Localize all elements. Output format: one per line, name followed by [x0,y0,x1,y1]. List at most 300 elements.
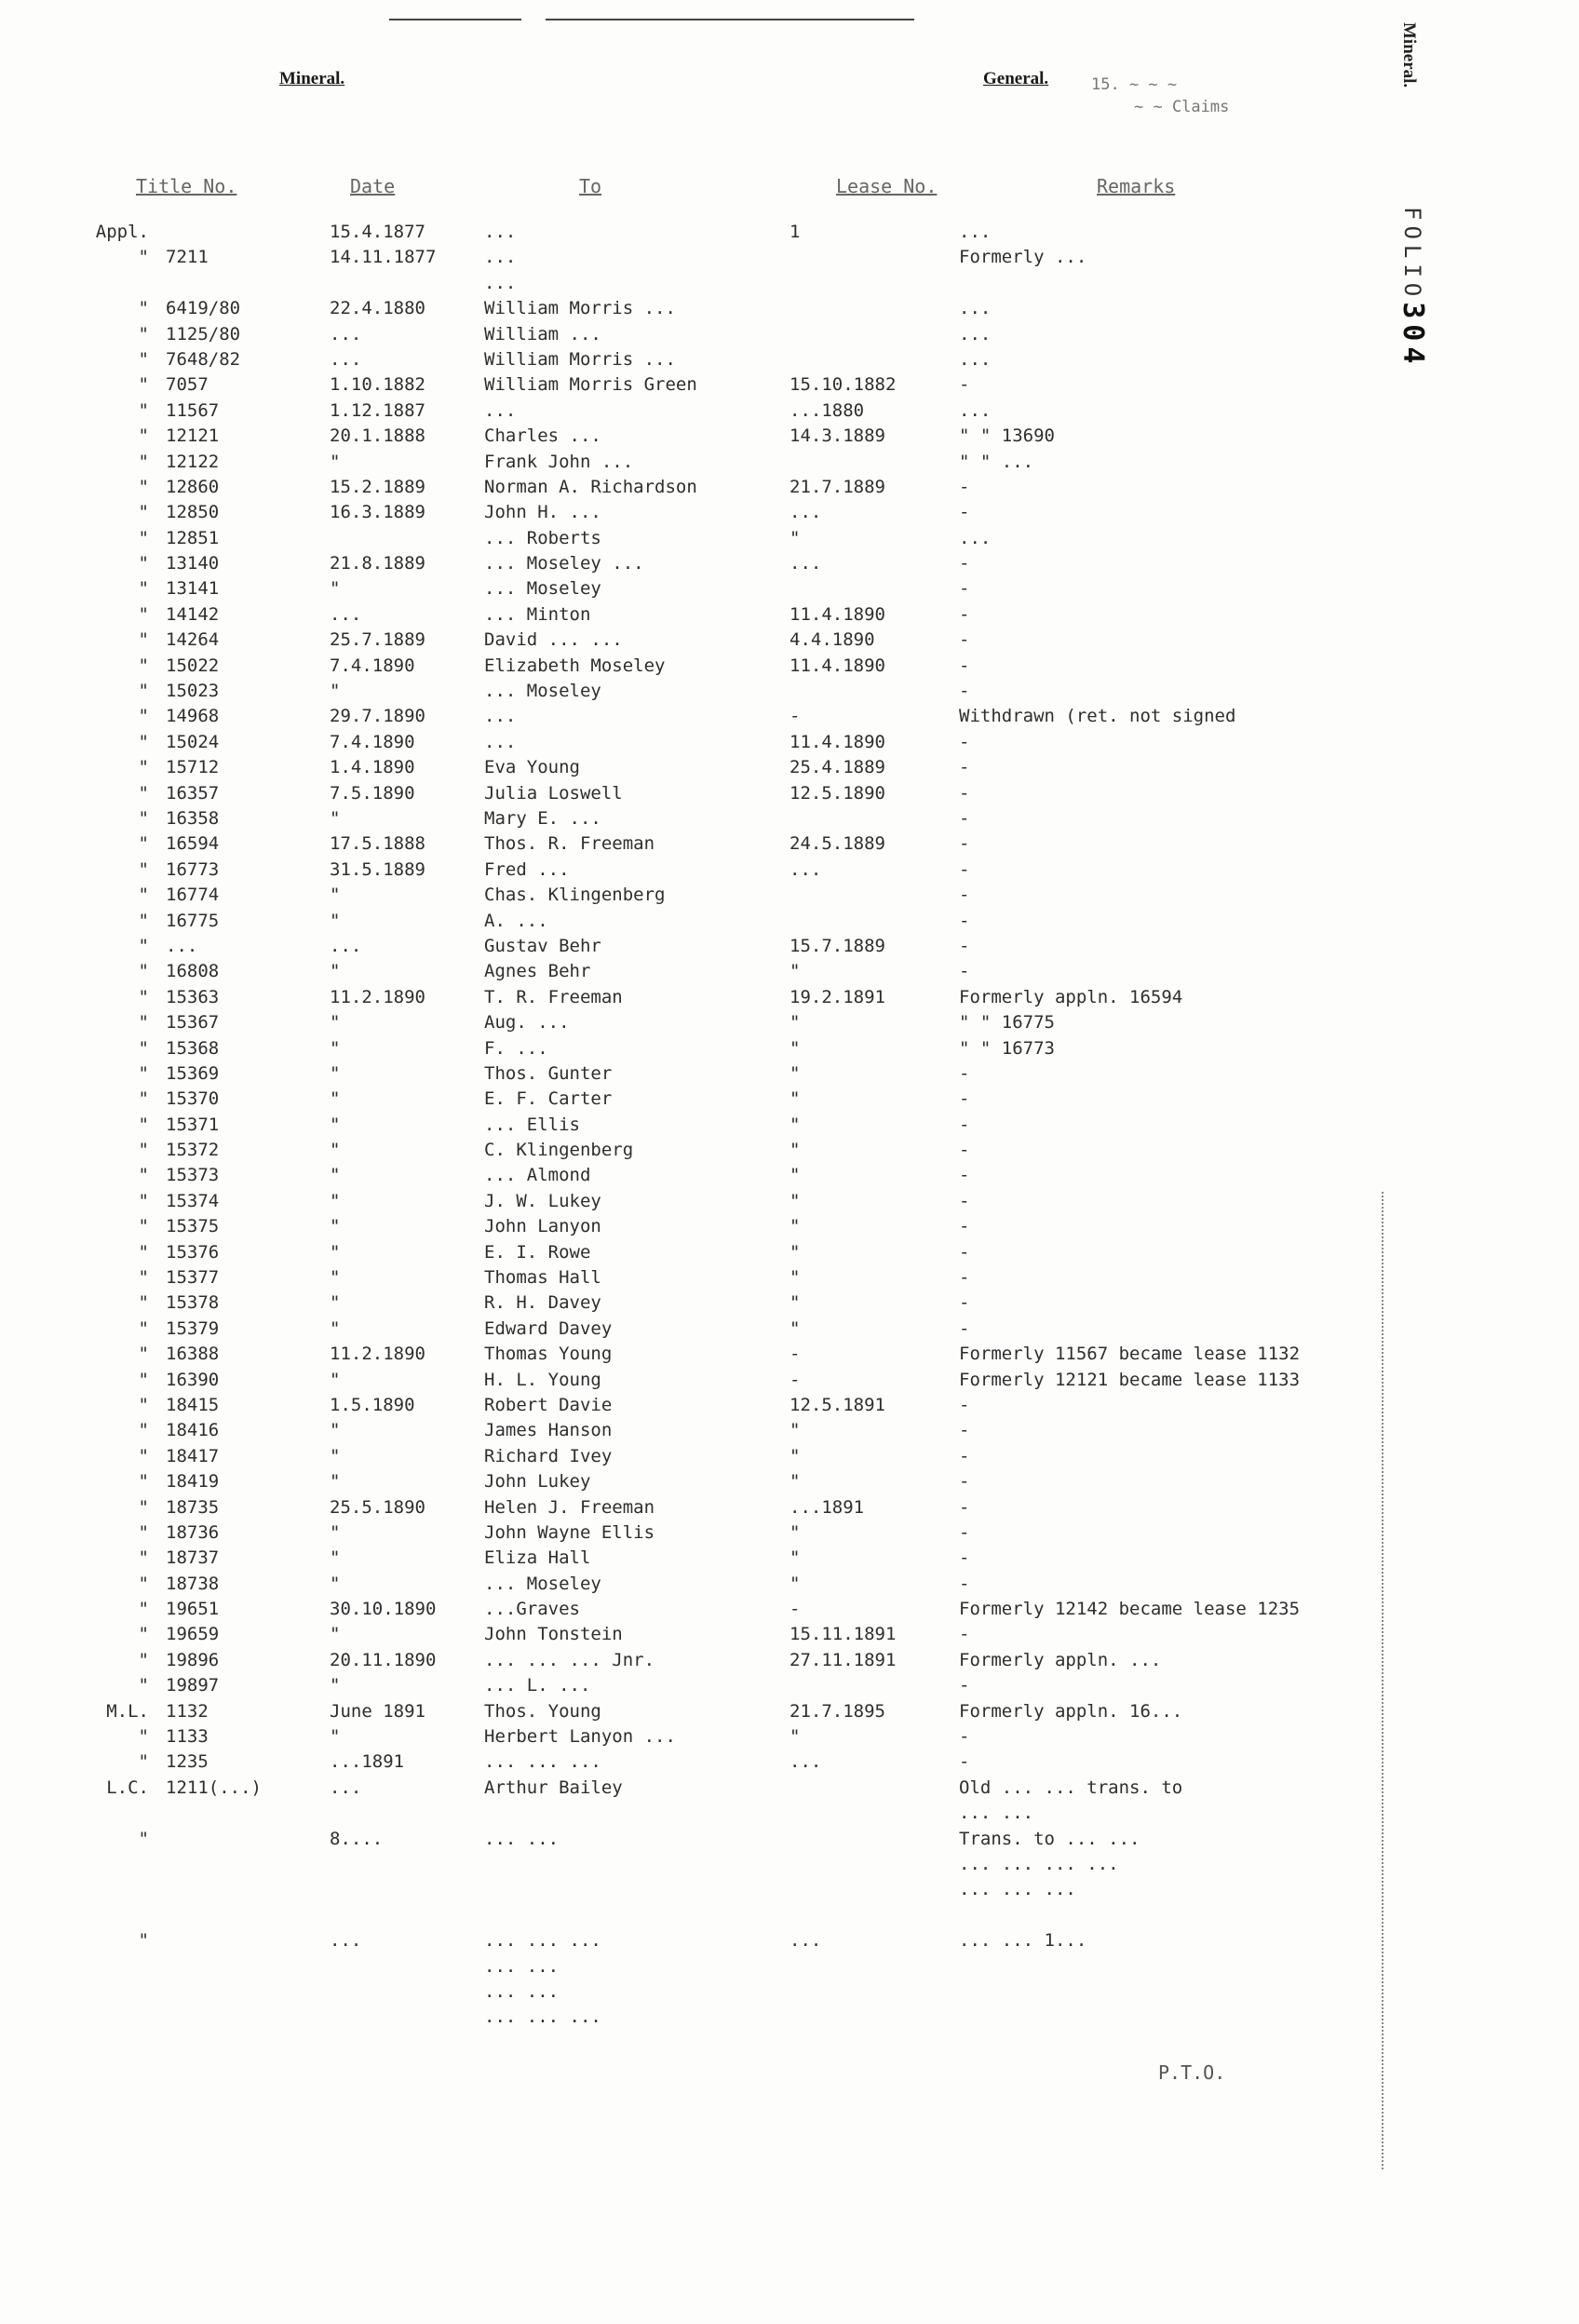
row-remarks: ... [959,222,992,242]
row-prefix: " [138,1165,149,1186]
row-remarks: Formerly ... [959,247,1087,268]
table-row [0,1877,1579,1902]
row-date: 7.4.1890 [330,731,415,752]
table-row [0,1673,1579,1698]
row-lease: " [790,1420,801,1441]
row-date: ... [330,603,362,625]
row-title-no: 18737 [166,1547,220,1569]
table-row [0,1189,1579,1214]
row-remarks: - [959,1088,970,1110]
row-name: ... [484,247,517,268]
row-title-no: 14264 [166,629,220,651]
row-remarks: - [959,1317,970,1339]
row-name: William Morris ... [484,298,676,319]
row-remarks: - [959,731,970,752]
row-title-no: 15378 [166,1292,220,1314]
table-row [0,985,1579,1010]
row-lease: ... [790,502,822,523]
row-name: John Lukey [484,1471,591,1493]
row-date: " [330,1267,341,1289]
row-remarks: ... ... ... [959,1879,1076,1900]
row-date: " [330,1292,341,1314]
row-title-no: 16358 [166,807,220,829]
row-remarks: - [959,1675,970,1696]
row-prefix: " [138,1190,149,1211]
row-date: " [330,1317,341,1339]
row-remarks: - [959,935,970,956]
row-lease: - [790,1369,801,1390]
row-name: ... ... [484,1828,560,1849]
row-prefix: " [138,1394,149,1415]
table-row [0,755,1579,780]
row-remarks: - [959,1547,970,1569]
row-remarks: - [959,1241,970,1263]
row-name: Charles ... [484,426,601,447]
row-date: 11.2.1890 [330,986,425,1007]
row-name: ... Moseley [484,578,601,600]
row-remarks: - [959,578,970,600]
row-title-no: 18736 [166,1521,220,1543]
row-name: J. W. Lukey [484,1190,601,1211]
col-remarks: Remarks [1097,175,1176,197]
row-prefix: " [138,1216,149,1237]
row-name: Norman A. Richardson [484,476,697,497]
table-row [0,831,1579,857]
row-title-no: 15712 [166,757,220,778]
row-name: Eva Young [484,757,580,778]
row-prefix: " [138,655,149,676]
row-title-no: 14142 [166,603,220,625]
row-prefix: Appl. [95,222,149,242]
row-lease: " [790,527,801,548]
row-remarks: - [959,1573,970,1594]
row-prefix: " [138,910,149,931]
row-remarks: - [959,1114,970,1135]
row-prefix: " [138,1445,149,1466]
row-date: 31.5.1889 [330,858,425,880]
table-row [0,959,1579,984]
row-remarks: - [959,1471,970,1493]
row-date: " [330,1216,341,1237]
row-date: 25.7.1889 [330,629,425,651]
table-row [0,1648,1579,1673]
row-name: ...Graves [484,1599,580,1620]
row-remarks: ... ... ... ... [959,1854,1119,1874]
row-title-no: 12860 [166,476,220,497]
row-title-no: 11567 [166,399,220,421]
row-prefix: " [138,1241,149,1263]
row-remarks: " " ... [959,451,1034,472]
row-title-no: 19651 [166,1599,220,1620]
row-name: William Morris ... [484,348,676,370]
row-name: ... Moseley [484,681,601,702]
row-title-no: 12122 [166,451,220,472]
table-row [0,1776,1579,1801]
row-remarks: - [959,782,970,804]
row-lease: ... [790,1751,822,1773]
table-row [0,347,1579,372]
row-name: ... ... ... Jnr. [484,1649,655,1670]
row-date: " [330,1114,341,1135]
row-date: 25.5.1890 [330,1496,425,1518]
row-name: T. R. Freeman [484,986,623,1007]
table-row [0,2005,1579,2030]
row-title-no: 16774 [166,885,220,906]
row-remarks: - [959,1165,970,1186]
table-row [0,1113,1579,1138]
row-remarks: - [959,553,970,574]
row-prefix: " [138,1751,149,1773]
row-name: Chas. Klingenberg [484,885,666,906]
row-prefix: " [138,1930,149,1952]
row-lease: 24.5.1889 [790,833,885,855]
row-prefix: " [138,706,149,727]
row-remarks: - [959,1190,970,1211]
row-name: ... [484,731,517,752]
row-lease: " [790,1547,801,1569]
row-lease: " [790,1037,801,1059]
row-date: " [330,1521,341,1543]
table-row [0,628,1579,653]
row-date: " [330,1420,341,1441]
row-title-no: ... [166,935,198,956]
row-remarks: - [959,1216,970,1237]
row-lease: 12.5.1891 [790,1394,885,1415]
row-date: 14.11.1877 [330,247,437,268]
table-row [0,1444,1579,1469]
row-date: June 1891 [330,1700,425,1722]
row-remarks: - [959,1292,970,1314]
row-name: ... ... ... [484,1751,601,1773]
row-name: ... Almond [484,1165,591,1186]
row-title-no: 18419 [166,1471,220,1493]
row-lease: 1 [790,222,801,242]
row-prefix: " [138,1496,149,1518]
table-row [0,245,1579,270]
row-date: " [330,1165,341,1186]
row-prefix: " [138,399,149,421]
row-date: " [330,1726,341,1748]
row-title-no: 15023 [166,681,220,702]
row-lease: 11.4.1890 [790,731,885,752]
row-remarks: - [959,1624,970,1645]
row-prefix: " [138,578,149,600]
table-row [0,220,1579,245]
row-title-no: 13140 [166,553,220,574]
table-row [0,1801,1579,1826]
row-name: Frank John ... [484,451,634,472]
table-row [0,883,1579,908]
row-lease: 27.11.1891 [790,1649,897,1670]
row-title-no: 16390 [166,1369,220,1390]
row-date: 1.10.1882 [330,374,425,396]
row-date: " [330,681,341,702]
row-date: " [330,961,341,982]
row-date: " [330,807,341,829]
row-title-no: 18415 [166,1394,220,1415]
row-name: ... L. ... [484,1675,591,1696]
row-title-no: 15368 [166,1037,220,1059]
row-date: ...1891 [330,1751,405,1773]
row-lease: 14.3.1889 [790,426,885,447]
row-title-no: 16594 [166,833,220,855]
table-row [0,1036,1579,1061]
row-title-no: 15370 [166,1088,220,1110]
row-prefix: " [138,1062,149,1084]
row-title-no: 12121 [166,426,220,447]
row-name: John Tonstein [484,1624,623,1645]
row-prefix: " [138,629,149,651]
table-row [0,1724,1579,1750]
row-prefix: " [138,1267,149,1289]
row-name: ... Minton [484,603,591,625]
row-name: Thos. Young [484,1700,601,1722]
table-row [0,1979,1579,2005]
row-date: " [330,578,341,600]
col-to: To [579,175,602,197]
table-row [0,1317,1579,1342]
row-date: " [330,1140,341,1161]
row-name: Helen J. Freeman [484,1496,655,1518]
row-lease: 19.2.1891 [790,986,885,1007]
table-row [0,1342,1579,1367]
row-lease: " [790,1267,801,1289]
row-date: " [330,910,341,931]
row-remarks: - [959,1726,970,1748]
row-title-no: 12851 [166,527,220,548]
row-name: Mary E. ... [484,807,601,829]
row-prefix: " [138,553,149,574]
table-row [0,679,1579,704]
table-row [0,399,1579,424]
row-prefix: " [138,1726,149,1748]
row-lease: " [790,1165,801,1186]
row-name: F. ... [484,1037,548,1059]
row-date: " [330,1471,341,1493]
row-date: " [330,1624,341,1645]
row-date: 15.2.1889 [330,476,425,497]
row-name: John Wayne Ellis [484,1521,655,1543]
row-lease: " [790,1241,801,1263]
row-title-no: 15024 [166,731,220,752]
row-prefix: " [138,1317,149,1339]
table-row [0,1903,1579,1928]
row-name: Eliza Hall [484,1547,591,1569]
row-remarks: Trans. to ... ... [959,1828,1140,1849]
row-remarks: ... [959,527,992,548]
row-remarks: - [959,1267,970,1289]
table-row [0,1495,1579,1520]
row-title-no: 7057 [166,374,209,396]
row-remarks: Formerly 12142 became lease 1235 [959,1599,1301,1620]
table-row [0,372,1579,398]
row-date: " [330,1241,341,1263]
col-date: Date [350,175,396,197]
row-remarks: Formerly appln. 16... [959,1700,1183,1722]
row-prefix: " [138,1012,149,1034]
row-title-no: 15372 [166,1140,220,1161]
row-title-no: 1132 [166,1700,209,1722]
table-row [0,1750,1579,1775]
table-row [0,909,1579,934]
row-lease: ...1891 [790,1496,865,1518]
row-remarks: " " 16773 [959,1037,1055,1059]
row-prefix: " [138,476,149,497]
row-remarks: ... [959,323,992,345]
row-name: Agnes Behr [484,961,591,982]
row-prefix: " [138,858,149,880]
row-name: Gustav Behr [484,935,601,956]
row-remarks: Formerly appln. ... [959,1649,1162,1670]
row-date: " [330,1190,341,1211]
row-remarks: ... ... [959,1803,1034,1824]
col-title-no: Title No. [136,175,237,197]
row-title-no: 15373 [166,1165,220,1186]
row-prefix: " [138,1471,149,1493]
row-lease: 15.10.1882 [790,374,897,396]
row-name: ... Moseley [484,1573,601,1594]
row-lease: - [790,1599,801,1620]
row-title-no: 12850 [166,502,220,523]
row-prefix: " [138,527,149,548]
row-title-no: 7648/82 [166,348,241,370]
row-title-no: 16388 [166,1344,220,1365]
row-title-no: 15022 [166,655,220,676]
row-name: Julia Loswell [484,782,623,804]
row-date: " [330,885,341,906]
row-remarks: " " 16775 [959,1012,1055,1034]
table-row [0,1827,1579,1852]
row-remarks: - [959,1521,970,1543]
table-row [0,1418,1579,1443]
row-date: ... [330,348,362,370]
row-title-no: 15377 [166,1267,220,1289]
row-title-no: 19896 [166,1649,220,1670]
row-prefix: " [138,1828,149,1849]
row-date: 20.11.1890 [330,1649,437,1670]
row-remarks: - [959,757,970,778]
row-prefix: " [138,1599,149,1620]
row-name: Thomas Young [484,1344,613,1365]
row-remarks: - [959,910,970,931]
table-row [0,1265,1579,1290]
row-prefix: " [138,1344,149,1365]
row-prefix: " [138,782,149,804]
row-title-no: 15363 [166,986,220,1007]
row-name: ... ... ... [484,1930,601,1952]
table-row [0,602,1579,628]
table-row [0,1520,1579,1546]
row-prefix: " [138,757,149,778]
row-title-no: 15375 [166,1216,220,1237]
row-date: 1.4.1890 [330,757,415,778]
row-date: 17.5.1888 [330,833,425,855]
row-remarks: - [959,1394,970,1415]
row-prefix: " [138,681,149,702]
row-prefix: " [138,1521,149,1543]
table-row [0,271,1579,296]
row-date: ... [330,1930,362,1952]
row-date: 8.... [330,1828,384,1849]
row-prefix: " [138,1624,149,1645]
table-row [0,1393,1579,1418]
row-title-no: 1125/80 [166,323,241,345]
table-row [0,1368,1579,1393]
row-name: R. H. Davey [484,1292,601,1314]
general-header: General. [983,69,1049,88]
row-title-no: 7211 [166,247,209,268]
row-date: ... [330,323,362,345]
row-remarks: - [959,1751,970,1773]
row-remarks: - [959,1062,970,1084]
row-remarks: - [959,1420,970,1441]
ledger-table [0,220,1579,2031]
row-name: David ... ... [484,629,623,651]
folio-number: 304 [1397,302,1429,370]
row-remarks: ... [959,298,992,319]
row-date: 1.5.1890 [330,1394,415,1415]
row-name: Elizabeth Moseley [484,655,666,676]
row-prefix: " [138,731,149,752]
row-date: 16.3.1889 [330,502,425,523]
row-prefix: " [138,935,149,956]
row-date: 30.10.1890 [330,1599,437,1620]
row-date: " [330,1573,341,1594]
row-remarks: Formerly 12121 became lease 1133 [959,1369,1301,1390]
row-date: 7.5.1890 [330,782,415,804]
row-remarks: Formerly 11567 became lease 1132 [959,1344,1301,1365]
table-row [0,654,1579,679]
row-name: ... [484,399,517,421]
row-remarks: Formerly appln. 16594 [959,986,1183,1007]
row-lease: " [790,1088,801,1110]
row-name: Thos. R. Freeman [484,833,655,855]
row-prefix: " [138,1649,149,1670]
row-date: " [330,1012,341,1034]
row-prefix: " [138,807,149,829]
row-name: Robert Davie [484,1394,613,1415]
row-lease: ...1880 [790,399,865,421]
row-name: E. F. Carter [484,1088,613,1110]
row-name: ... Ellis [484,1114,580,1135]
row-prefix: " [138,298,149,319]
row-prefix: " [138,426,149,447]
row-name: ... ... ... [484,2006,601,2028]
row-title-no: 18735 [166,1496,220,1518]
row-date: 29.7.1890 [330,706,425,727]
side-label-mineral: Mineral. [1399,22,1419,88]
row-lease: " [790,1317,801,1339]
row-prefix: " [138,603,149,625]
row-lease: 4.4.1890 [790,629,875,651]
row-name: ... Moseley ... [484,553,644,574]
top-rule-left [389,19,521,20]
row-name: Arthur Bailey [484,1777,623,1798]
row-title-no: 15374 [166,1190,220,1211]
row-prefix: " [138,961,149,982]
row-name: James Hanson [484,1420,613,1441]
row-remarks: Withdrawn (ret. not signed [959,706,1236,727]
row-prefix: " [138,502,149,523]
row-prefix: " [138,1573,149,1594]
row-prefix: " [138,1675,149,1696]
row-prefix: " [138,1292,149,1314]
row-lease: " [790,1726,801,1748]
row-remarks: - [959,858,970,880]
row-prefix: " [138,1114,149,1135]
general-header-note-2: ~ ~ Claims [1134,98,1230,116]
row-title-no: 19897 [166,1675,220,1696]
